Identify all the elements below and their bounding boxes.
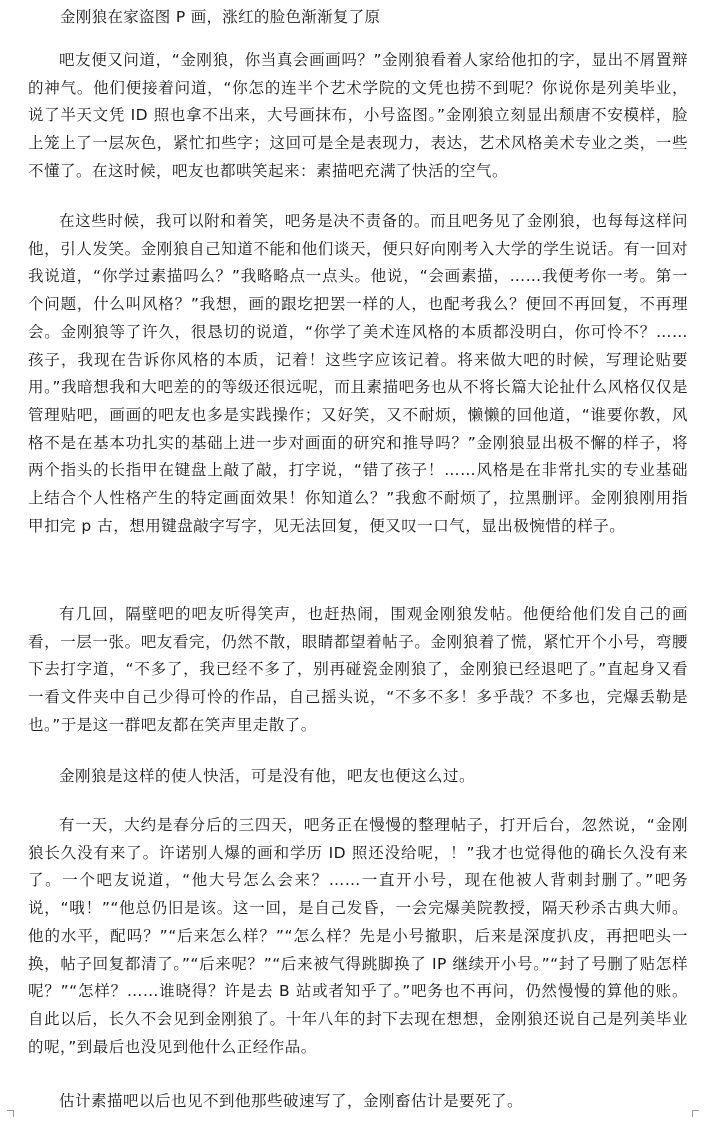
paragraph-1: 吧友便又问道，“金刚狼，你当真会画画吗？”金刚狼看着人家给他扣的字，显出不屑置辩的神气。他们便接着问道，“你怎的连半个艺术学院的文凭也捞不到呢？你说你是列美毕业，说了半天文凭 ID 照也拿不出来，大号画抹布，小号盗图。”金刚狼立刻显出颓唐不安模样，脸上笼上了一层灰色，紧忙扣些字；这回可是全是表现力，表达，艺术风格美术专业之类，一些不懂了。在这时候，吧友也都哄笑起来：素描吧充满了快活的空气。 [28,51,688,180]
page-corner-mark-right [692,1110,699,1117]
paragraph-3: 有几回，隔壁吧的吧友听得笑声，也赶热闹，围观金刚狼发帖。他便给他们发自己的画看，一层一张。吧友看完，仍然不散，眼睛都望着帖子。金刚狼着了慌，紧忙开个小号，弯腰下去打字道，“不多了，我已经不多了，别再碰瓷金刚狼了，金刚狼已经退吧了。”直起身又看一看文件夹中自己少得可怜的作品，自己摇头说，“不多不多！多乎哉？不多也，完爆丢勒是也。”于是这一群吧友都在笑声里走散了。 [28,605,688,734]
paragraph-5: 有一天，大约是春分后的三四天，吧务正在慢慢的整理帖子，打开后台，忽然说，“金刚狼长久没有来了。许诺别人爆的画和学历 ID 照还没给呢，！”我才也觉得他的确长久没有来了。一个吧友说道，“他大号怎么会来？……一直开小号，现在他被人背刺封删了。”吧务说，“哦！”“他总仍旧是该。这一回，是自己发昏，一会完爆美院教授，隔天秒杀古典大师。他的水平，配吗？”“后来怎么样？”“怎么样？先是小号撤职，后来是深度扒皮，再把吧头一换，帖子回复都清了。”“后来呢？”“后来被气得跳脚换了 IP 继续开小号。”“封了号删了贴怎样呢？”“怎样？……谁晓得？许是去 B 站或者知乎了。”吧务也不再问，仍然慢慢的算他的账。自此以后，长久不会见到金刚狼了。十年八年的封下去现在想想，金刚狼还说自己是列美毕业的呢，”到最后也没见到他什么正经作品。 [28,816,688,1056]
paragraph-6: 估计素描吧以后也见不到他那些破速写了，金刚畜估计是要死了。 [59,1092,524,1110]
paragraph-2: 在这些时候，我可以附和着笑，吧务是决不责备的。而且吧务见了金刚狼，也每每这样问他，引人发笑。金刚狼自己知道不能和他们谈天，便只好向刚考入大学的学生说话。有一回对我说道，“你学过素描吗么？”我略略点一点头。他说，“会画素描，……我便考你一考。第一个问题，什么叫风格？”我想，画的跟圪把罢一样的人，也配考我么？便回不再回复，不再理会。金刚狼等了许久，很恳切的说道，“你学了美术连风格的本质都没明白，你可怜不？……孩子，我现在告诉你风格的本质，记着！这些字应该记着。将来做大吧的时候，写理论贴要用。”我暗想我和大吧差的的等级还很远呢，而且素描吧务也从不将长篇大论扯什么风格仅仅是管理贴吧，画画的吧友也多是实践操作；又好笑，又不耐烦，懒懒的回他道，“谁要你教，风格不是在基本功扎实的基础上进一步对画面的研究和推导吗？”金刚狼显出极不懈的样子，将两个指头的长指甲在键盘上敲了敲，打字说，“错了孩子！……风格是在非常扎实的专业基础上结合个人性格产生的特定画面效果！你知道么？”我愈不耐烦了，拉黑删评。金刚狼刚用指甲扣完 p 古，想用键盘敲字写字，见无法回复，便又叹一口气，显出极惋惜的样子。 [28,212,688,535]
paragraph-4: 金刚狼是这样的使人快活，可是没有他，吧友也便这么过。 [59,767,476,785]
page-corner-mark-left [7,1110,14,1117]
document-heading: 金刚狼在家盗图 P 画，涨红的脸色渐渐复了原 [60,8,381,26]
